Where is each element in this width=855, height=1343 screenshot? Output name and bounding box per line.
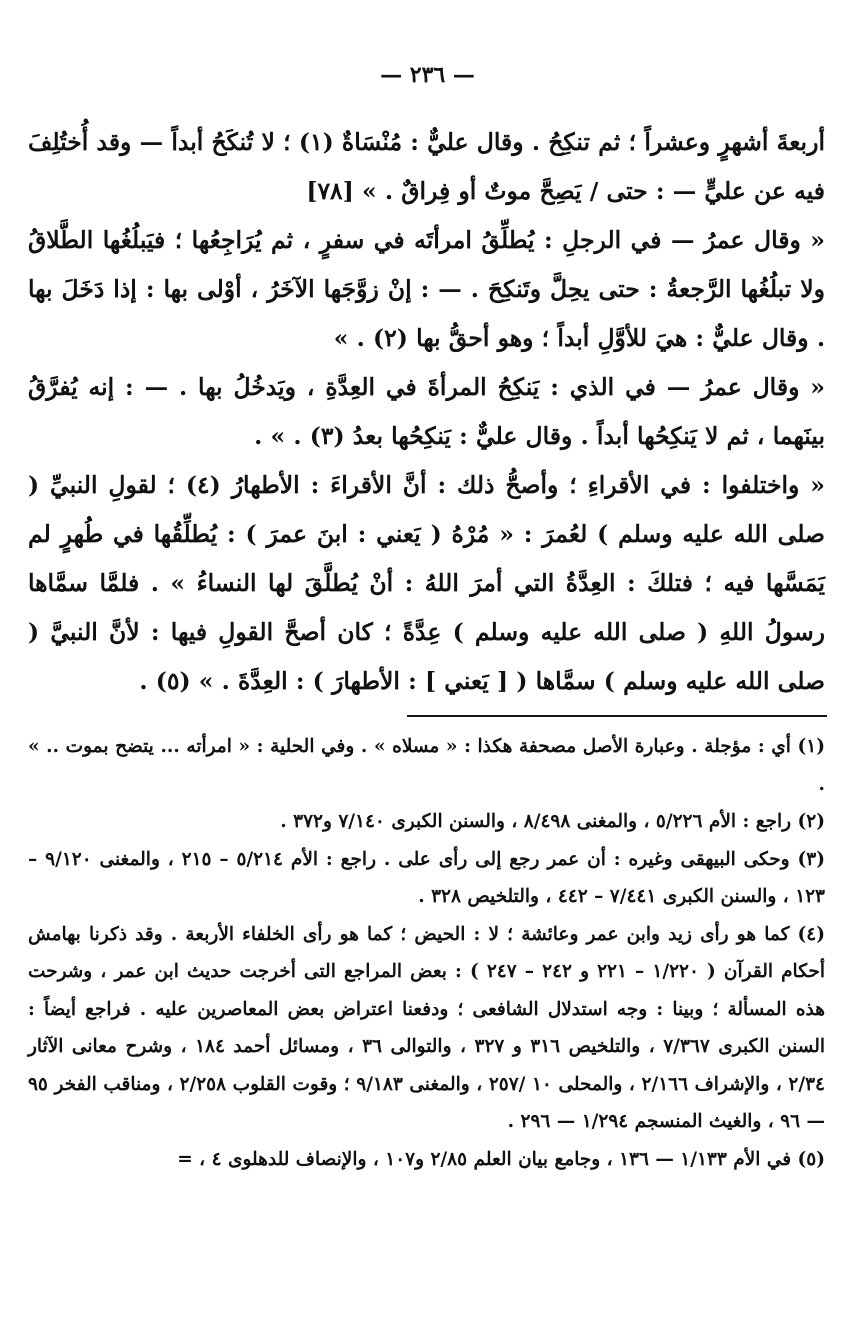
footnote: (٤) كما هو رأى زيد وابن عمر وعائشة ؛ لا : الحيض ؛ كما هو رأى الخلفاء الأربعة . وقد ذكرنا بهامش أحكام القرآن ( ١/٢٢٠ – ٢٢١ و ٢٤٢ – ٢٤٧ ) : بعض المراجع التى أخرجت حديث ابن عمر ، وشرحت هذه المسألة ؛ وبينا : وجه استدلال الشافعى ؛ ودفعنا اعتراض بعض المعاصرين عليه . فراجع أيضاً : السنن الكبرى ٧/٣٦٧ ، والتلخيص ٣١٦ و ٣٢٧ ، والتوالى ٣٦ ، ومسائل أحمد ١٨٤ ، وشرح معانى الآثار ٢/٣٤ ، والإشراف ٢/١٦٦ ، والمحلى ١٠ /٢٥٧ ، والمغنى ٩/١٨٣ ؛ وقوت القلوب ٢/٢٥٨ ، ومناقب الفخر ٩٥ — ٩٦ ، والغيث المنسجم ١/٢٩٤ — ٢٩٦ . <box>28 923 826 1132</box>
paragraph: « وقال عمرُ — في الرجلِ : يُطلِّقُ امرأتَه في سفرٍ ، ثم يُرَاجِعُها ؛ فيَبلُغُها الطَّلاقُ ولا تبلُغُها الرَّجعةُ : حتى يحِلَّ وتَنكِحَ . — : إنْ زوَّجَها الآخَرُ ، أوْلى بها : إذا دَخَلَ بها . وقال عليٌّ : هيَ للأوَّلِ أبداً ؛ وهو أحقُّ بها (٢) . » <box>28 226 825 352</box>
paragraph: « واختلفوا : في الأقراءِ ؛ وأصحُّ ذلك : أنَّ الأقراءَ : الأطهارُ (٤) ؛ لقولِ النبيِّ ( صلى الله عليه وسلم ) لعُمرَ : « مُرْهُ ( يَعني : ابنَ عمرَ ) : يُطلِّقُها في طُهرٍ لم يَمَسَّها فيه ؛ فتلكَ : العِدَّةُ التي أمرَ اللهُ : أنْ يُطلَّقَ لها النساءُ » . فلمَّا سمَّاها رسولُ اللهِ ( صلى الله عليه وسلم ) عِدَّةً ؛ كان أصحَّ القولِ فيها : لأنَّ النبيَّ ( صلى الله عليه وسلم ) سمَّاها ( [ يَعني ] : الأطهارَ ) : العِدَّةَ . » (٥) . <box>28 471 825 695</box>
footnote: (٣) وحكى البيهقى وغيره : أن عمر رجع إلى رأى على . راجع : الأم ٥/٢١٤ – ٢١٥ ، والمغنى ٩/١٢٠ – ١٢٣ ، والسنن الكبرى ٧/٤٤١ – ٤٤٢ ، والتلخيص ٣٢٨ . <box>28 848 825 907</box>
footnotes <box>28 728 825 1178</box>
paragraph: « وقال عمرُ — في الذي : يَنكِحُ المرأةَ في العِدَّةِ ، ويَدخُلُ بها . — : إنه يُفرَّقُ بينَهما ، ثم لا يَنكِحُها أبداً . وقال عليٌّ : يَنكِحُها بعدُ (٣) . » . <box>28 373 825 450</box>
main-text <box>28 118 825 706</box>
footnote: (٢) راجع : الأم ٥/٢٢٦ ، والمغنى ٨/٤٩٨ ، والسنن الكبرى ٧/١٤٠ و٣٧٢ . <box>280 811 825 832</box>
footnote: (١) أي : مؤجلة . وعبارة الأصل مصحفة هكذا : « مسلاه » . وفي الحلية : « امرأته ... يتضح بموت .. » . <box>28 736 825 795</box>
page-number: — ٢٣٦ — <box>380 62 475 88</box>
footnote: (٥) في الأم ١/١٣٣ — ١٣٦ ، وجامع بيان العلم ٢/٨٥ و١٠٧ ، والإنصاف للدهلوى ٤ ، = <box>177 1148 825 1170</box>
footnote-divider <box>407 715 827 717</box>
paragraph: أربعةَ أشهرٍ وعشراً ؛ ثم تنكِحُ . وقال عليٌّ : مُنْسَاةٌ (١) ؛ لا تُنكَحُ أبداً — وقد أُختُلِفَ فيه عن عليٍّ — : حتى / يَصِحَّ موتٌ أو فِراقٌ . » [٧٨] <box>28 128 825 205</box>
